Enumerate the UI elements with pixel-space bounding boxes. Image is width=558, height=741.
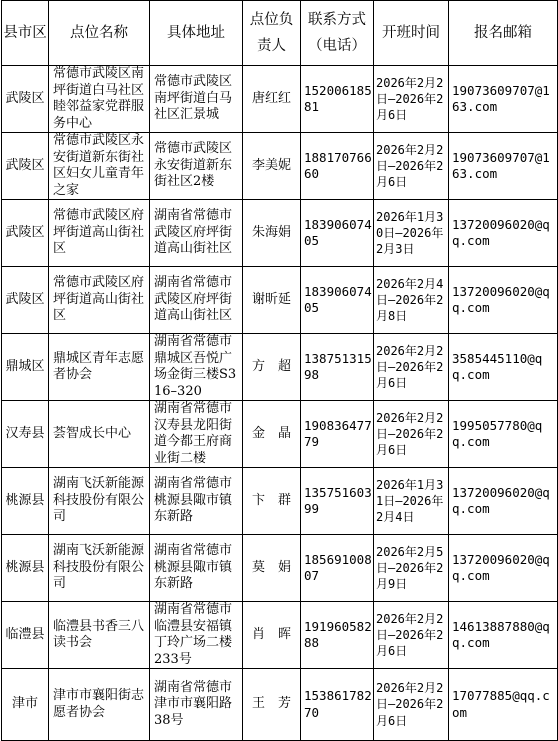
email-cell[interactable]: 19073609707@163.com [449,66,558,133]
location-name-cell: 湖南飞沃新能源科技股份有限公司 [49,535,150,602]
table-row [2,66,558,133]
email-cell[interactable]: 13720096020@qq.com [449,468,558,535]
person-cell: 朱海娟 [243,200,301,267]
class-time-cell: 2026年2月2日–2026年2月6日 [374,401,449,468]
class-time-cell: 2026年2月2日–2026年2月6日 [374,66,449,133]
address-cell: 湖南省常德市鼎城区吾悦广场金街三楼S316–320 [150,334,243,401]
table-row [2,133,558,200]
table-row [2,669,558,741]
location-name-cell: 常德市武陵区府坪街道高山街社区 [49,200,150,267]
header-county: 县市区 [2,1,49,66]
email-cell[interactable]: 19073609707@163.com [449,133,558,200]
location-name-cell: 鼎城区青年志愿者协会 [49,334,150,401]
header-row [2,1,558,66]
address-cell: 湖南省常德市汉寿县龙阳街道今都王府商业街二楼 [150,401,243,468]
address-cell: 湖南省常德市临澧县安福镇丁玲广场二楼233号 [150,602,243,669]
class-time-cell: 2026年2月2日–2026年2月6日 [374,602,449,669]
header-email: 报名邮箱 [449,1,558,66]
county-cell: 武陵区 [2,267,49,334]
address-cell: 湖南省常德市津市市襄阳路38号 [150,669,243,741]
county-cell: 桃源县 [2,468,49,535]
location-name-cell: 常德市武陵区永安街道新东街社区妇女儿童青年之家 [49,133,150,200]
location-name-cell: 湖南飞沃新能源科技股份有限公司 [49,468,150,535]
table-row [2,267,558,334]
table-row [2,602,558,669]
address-cell: 湖南省常德市武陵区府坪街道高山街社区 [150,267,243,334]
phone-cell[interactable]: 18390607405 [301,200,374,267]
class-time-cell: 2026年2月2日–2026年2月6日 [374,334,449,401]
person-cell: 肖 晖 [243,602,301,669]
table-row [2,468,558,535]
email-cell[interactable]: 13720096020@qq.com [449,535,558,602]
person-cell: 李美妮 [243,133,301,200]
location-name-cell: 荟智成长中心 [49,401,150,468]
person-cell: 卞 群 [243,468,301,535]
phone-cell[interactable]: 18817076660 [301,133,374,200]
email-cell[interactable]: 17077885@qq.com [449,669,558,741]
address-cell: 常德市武陵区永安街道新东街社区2楼 [150,133,243,200]
county-cell: 鼎城区 [2,334,49,401]
header-person: 点位负责人 [243,1,301,66]
phone-cell[interactable]: 13575160399 [301,468,374,535]
class-time-cell: 2026年2月4日–2026年2月8日 [374,267,449,334]
person-cell: 唐红红 [243,66,301,133]
county-cell: 临澧县 [2,602,49,669]
county-cell: 津市 [2,669,49,741]
class-time-cell: 2026年1月31日–2026年2月4日 [374,468,449,535]
person-cell: 王 芳 [243,669,301,741]
county-cell: 桃源县 [2,535,49,602]
email-cell[interactable]: 13720096020@qq.com [449,200,558,267]
county-cell: 武陵区 [2,66,49,133]
email-cell[interactable]: 14613887880@qq.com [449,602,558,669]
class-time-cell: 2026年2月2日–2026年2月6日 [374,669,449,741]
address-cell: 湖南省常德市桃源县陬市镇东新路 [150,468,243,535]
phone-cell[interactable]: 18569100807 [301,535,374,602]
phone-cell[interactable]: 13875131598 [301,334,374,401]
location-name-cell: 常德市武陵区府坪街道高山街社区 [49,267,150,334]
phone-cell[interactable]: 18390607405 [301,267,374,334]
table-row [2,334,558,401]
person-cell: 谢昕延 [243,267,301,334]
table-row [2,535,558,602]
table-row [2,401,558,468]
table-row [2,200,558,267]
location-name-cell: 临澧县书香三八读书会 [49,602,150,669]
class-time-cell: 2026年1月30日–2026年2月3日 [374,200,449,267]
email-cell[interactable]: 13720096020@qq.com [449,267,558,334]
header-hours: 开班时间 [374,1,449,66]
header-address: 具体地址 [150,1,243,66]
phone-cell[interactable]: 15200618581 [301,66,374,133]
person-cell: 金 晶 [243,401,301,468]
location-name-cell: 常德市武陵区南坪街道白马社区睦邻益家党群服务中心 [49,66,150,133]
county-cell: 汉寿县 [2,401,49,468]
header-contact: 联系方式（电话） [301,1,374,66]
location-name-cell: 津市市襄阳街志愿者协会 [49,669,150,741]
person-cell: 方 超 [243,334,301,401]
email-cell[interactable]: 1995057780@qq.com [449,401,558,468]
header-name: 点位名称 [49,1,150,66]
email-cell[interactable]: 3585445110@qq.com [449,334,558,401]
county-cell: 武陵区 [2,133,49,200]
phone-cell[interactable]: 19083647779 [301,401,374,468]
registration-table [1,0,558,741]
class-time-cell: 2026年2月2日–2026年2月6日 [374,133,449,200]
class-time-cell: 2026年2月5日–2026年2月9日 [374,535,449,602]
address-cell: 湖南省常德市武陵区府坪街道高山街社区 [150,200,243,267]
phone-cell[interactable]: 19196058288 [301,602,374,669]
phone-cell[interactable]: 15386178270 [301,669,374,741]
address-cell: 常德市武陵区南坪街道白马社区汇景城 [150,66,243,133]
address-cell: 湖南省常德市桃源县陬市镇东新路 [150,535,243,602]
county-cell: 武陵区 [2,200,49,267]
person-cell: 莫 娟 [243,535,301,602]
